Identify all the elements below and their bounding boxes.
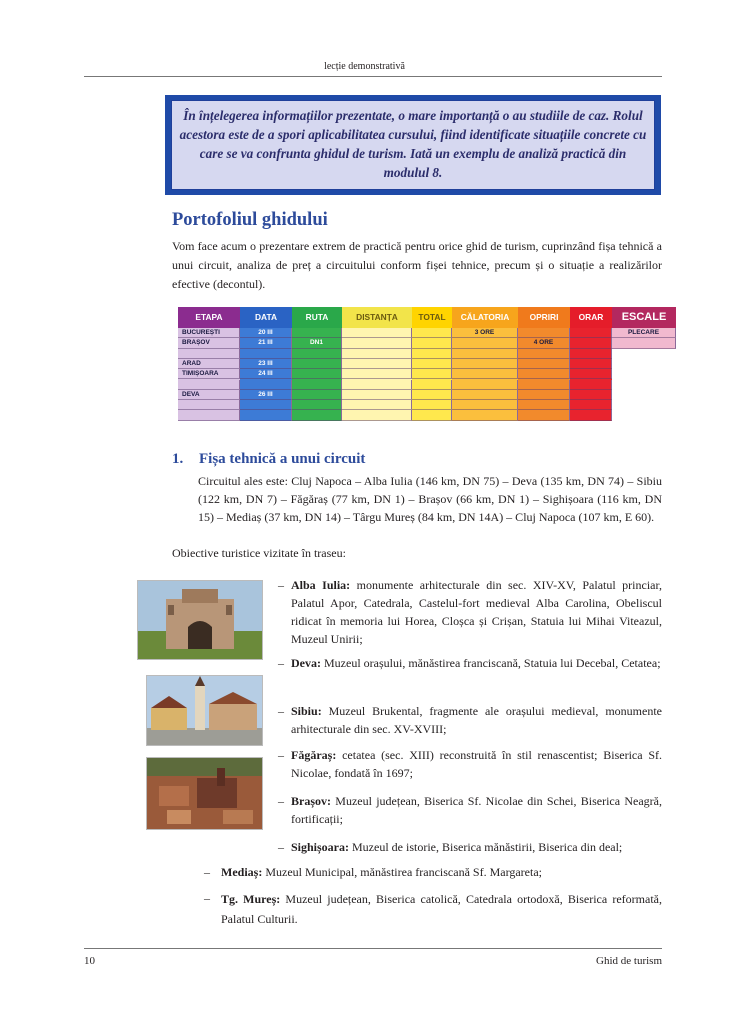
table-cell [570, 349, 612, 359]
item-title: Fișa tehnică a unui circuit [199, 451, 366, 467]
table-cell: 24 III [240, 369, 292, 379]
objective-text: Muzeul orașului, mănăstirea franciscană, Statuia lui Decebal, Cetatea; [324, 656, 661, 670]
objective-medias [221, 863, 662, 881]
table-cell [292, 328, 342, 338]
table-cell [452, 369, 518, 379]
objective-name: Sibiu: [291, 704, 322, 718]
circuit-table [178, 307, 676, 421]
bullet-dash: – [204, 865, 210, 879]
objective-brasov [291, 792, 662, 828]
objective-tg-mures [221, 889, 662, 929]
photo-sibiu [146, 675, 263, 746]
table-cell [292, 410, 342, 420]
table-cell [240, 349, 292, 359]
table-cell: 3 ORE [452, 328, 518, 338]
table-cell [412, 349, 452, 359]
table-cell [570, 380, 612, 390]
table-cell [412, 400, 452, 410]
table-cell [518, 380, 570, 390]
photo-alba-iulia [137, 580, 263, 660]
table-cell [292, 349, 342, 359]
bullet-dash: – [278, 578, 284, 592]
table-header-cell: RUTA [292, 307, 342, 328]
objective-fagaras [291, 746, 662, 782]
book-title: Ghid de turism [596, 955, 662, 967]
table-header-cell: ESCALE [612, 307, 676, 328]
table-cell [240, 410, 292, 420]
table-cell [518, 349, 570, 359]
table-cell [452, 359, 518, 369]
table-cell [518, 400, 570, 410]
table-cell: 21 III [240, 338, 292, 348]
objective-name: Sighișoara: [291, 840, 350, 854]
table-cell [342, 410, 412, 420]
objectives-label: Obiective turistice vizitate în traseu: [172, 546, 346, 560]
table-cell [178, 349, 240, 359]
table-cell: 23 III [240, 359, 292, 369]
table-header-cell: DATA [240, 307, 292, 328]
table-cell: 4 ORE [518, 338, 570, 348]
footer-rule [84, 948, 662, 949]
objective-deva [291, 654, 662, 672]
table-cell [452, 349, 518, 359]
table-cell [342, 380, 412, 390]
objective-text: Muzeul Municipal, mănăstirea franciscană Sf. Margareta; [265, 865, 542, 879]
table-cell [292, 369, 342, 379]
objective-name: Alba Iulia: [291, 578, 351, 592]
table-cell [612, 338, 676, 348]
objective-sibiu [291, 702, 662, 738]
table-cell [342, 369, 412, 379]
table-cell [570, 390, 612, 400]
table-cell [518, 359, 570, 369]
table-cell: TIMIȘOARA [178, 369, 240, 379]
bullet-dash: – [278, 748, 284, 762]
callout-text: În înțelegerea informațiilor prezentate, o mare importanță o au studiile de caz. Rolul acestora este de a spori aplicabilitatea cursului, fiind identificate situațiile concrete cu care se va confrunta ghidul de turism. Iată un exemplu de analiză practică din modulul 8. [179, 108, 647, 180]
table-cell [452, 390, 518, 400]
table-cell [412, 328, 452, 338]
table-header-cell: TOTAL [412, 307, 452, 328]
bullet-dash: – [278, 840, 284, 854]
table-cell [342, 349, 412, 359]
table-cell [292, 390, 342, 400]
table-cell [240, 400, 292, 410]
bullet-dash: – [278, 794, 284, 808]
objective-text: Muzeul de istorie, Biserica mănăstirii, Biserica din deal; [352, 840, 623, 854]
objective-text: monumente arhitecturale din sec. XIV-XV, Palatul princiar, Palatul Apor, Catedrala, Castelul-fort medieval Alba Carolina, Obeliscul ridicat în memoria lui Horea, Cloșca și Crișan, Statuia lui Mihai Viteazul, Muzeul Unirii; [291, 578, 662, 646]
item-text: Circuitul ales este: Cluj Napoca – Alba Iulia (146 km, DN 75) – Deva (135 km, DN 74) – Sibiu (122 km, DN 7) – Făgăraș (77 km, DN 1) – Brașov (66 km, DN 1) – Sighișoara (116 km, DN 15) – Mediaș (37 km, DN 14) – Târgu Mureș (84 km, DN 14A) – Cluj Napoca (107 km, E 60). [198, 474, 662, 524]
table-cell [412, 380, 452, 390]
table-cell [518, 369, 570, 379]
bullet-dash: – [204, 891, 210, 905]
table-cell: 26 III [240, 390, 292, 400]
objective-name: Brașov: [291, 794, 331, 808]
table-cell: DN1 [292, 338, 342, 348]
table-cell [452, 380, 518, 390]
table-cell [412, 359, 452, 369]
objective-name: Tg. Mureș: [221, 892, 281, 906]
table-cell [412, 369, 452, 379]
page-number: 10 [84, 955, 95, 967]
table-cell [240, 380, 292, 390]
bullet-dash: – [278, 656, 284, 670]
photo-brasov [146, 757, 263, 830]
objective-text: Muzeul județean, Biserica catolică, Catedrala ortodoxă, Biserica reformată, Palatul Culturii. [221, 892, 662, 926]
objective-name: Deva: [291, 656, 321, 670]
table-cell [342, 359, 412, 369]
objective-alba-iulia [291, 576, 662, 648]
table-cell [412, 338, 452, 348]
table-header-cell: DISTANȚA [342, 307, 412, 328]
table-cell: BRAȘOV [178, 338, 240, 348]
table-cell [570, 400, 612, 410]
table-header-cell: ORAR [570, 307, 612, 328]
section-title: Portofoliul ghidului [172, 210, 328, 230]
objective-text: Muzeul Brukental, fragmente ale orașului medieval, monumente arhitecturale din sec. XV-XVIII; [291, 704, 662, 736]
objective-text: cetatea (sec. XIII) reconstruită în stil renascentist; Biserica Sf. Nicolae, fondată în 1697; [291, 748, 663, 780]
table-cell [292, 380, 342, 390]
callout-inner [171, 100, 655, 190]
callout-box [165, 95, 661, 195]
table-cell: DEVA [178, 390, 240, 400]
header-rule [84, 76, 662, 77]
table-cell: ARAD [178, 359, 240, 369]
table-cell [518, 328, 570, 338]
table-cell [452, 400, 518, 410]
table-cell [292, 400, 342, 410]
table-cell [178, 380, 240, 390]
bullet-dash: – [278, 704, 284, 718]
table-cell [342, 390, 412, 400]
objective-name: Făgăraș: [291, 748, 337, 762]
item-number: 1. [172, 451, 184, 467]
table-header-cell: CĂLATORIA [452, 307, 518, 328]
table-cell [292, 359, 342, 369]
table-cell [452, 410, 518, 420]
table-cell [342, 400, 412, 410]
table-cell [570, 338, 612, 348]
table-cell [518, 390, 570, 400]
objective-text: Muzeul județean, Biserica Sf. Nicolae din Schei, Biserica Neagră, fortificații; [291, 794, 663, 826]
table-cell [570, 359, 612, 369]
table-cell [178, 400, 240, 410]
objective-name: Mediaș: [221, 865, 263, 879]
table-cell [342, 338, 412, 348]
table-cell [342, 328, 412, 338]
table-cell: BUCUREȘTI [178, 328, 240, 338]
table-cell: 20 III [240, 328, 292, 338]
table-cell [518, 410, 570, 420]
table-cell: PLECARE [612, 328, 676, 338]
table-cell [570, 369, 612, 379]
table-header-cell: ETAPA [178, 307, 240, 328]
table-cell [452, 338, 518, 348]
table-cell [178, 410, 240, 420]
photo-square-image [147, 676, 262, 745]
table-cell [412, 390, 452, 400]
table-cell [570, 328, 612, 338]
running-header: lecție demonstrativă [324, 61, 405, 72]
table-cell [412, 410, 452, 420]
section-intro: Vom face acum o prezentare extrem de practică pentru orice ghid de turism, cuprinzând fișa tehnică a unui circuit, analiza de preț a circuitului conform fișei tehnice, precum și o situație a realizărilor efective (decontul). [172, 239, 662, 291]
objective-sighisoara [291, 838, 662, 856]
table-header-cell: OPRIRI [518, 307, 570, 328]
photo-city-image [147, 758, 262, 829]
table-cell [570, 410, 612, 420]
photo-gate-image [138, 581, 262, 659]
